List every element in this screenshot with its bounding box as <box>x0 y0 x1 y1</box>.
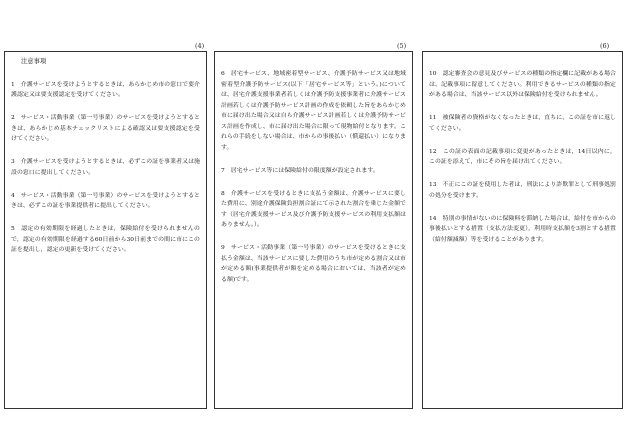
notice-panel-1 <box>4 51 207 409</box>
page-number: (6) <box>600 42 610 50</box>
page-number: (5) <box>397 42 407 50</box>
notice-item-4: 4 サービス・活動事業（第一号事業）のサービスを受けようとするときは、必ずこの証を事業提供者に提出してください。 <box>11 192 200 210</box>
notice-item-6: 6 居宅サービス、地域密着型サービス、介護予防サービス又は地域密着型介護予防サービス(以下「居宅サービス等」という。)については、居宅介護支援事業者若しくは介護予防支援事業者に介護サービス計画若しくは介護予防サービス計画の作成を依頼した旨をあらかじめ市に届け出た場合又は自ら介護サービス計画若しくは介護予防サービス計画を作成し、市に届け出た場合に限って現物給付となります。これらの手続をしない場合は、市からの事後払い（償還払い）になります。 <box>221 71 406 151</box>
notice-item-7: 7 居宅サービス等には保険給付の限度額が設定されます。 <box>221 167 379 174</box>
notice-item-5: 5 認定の有効期限を経過したときは，保険給付を受けられませんので，認定の有効期限を経過する60日前から30日前までの間に市にこの証を提出し，認定の更新を受けてください。 <box>11 226 200 254</box>
notice-item-1: 1 介護サービスを受けようとするときは、あらかじめ市の窓口で要介護認定又は要支援認定を受けてください。 <box>11 81 200 99</box>
notice-item-3: 3 介護サービスを受けようとするときは、必ずこの証を事業者又は施設の窓口に提出してください。 <box>11 159 200 176</box>
notice-panel-3 <box>422 51 623 409</box>
notice-panel-2 <box>214 51 413 409</box>
notice-item-9: 9 サービス・活動事業（第一号事業）のサービスを受けるときに支払う金額は、当該サービスに要した費用のうち市が定める割合又は市が定める額(事業提供者が額を定める場合においては、当該者が定める額)です。 <box>221 245 406 283</box>
notice-item-10: 10 認定審査会の意見及びサービスの種類の指定欄に記載がある場合は、記載事項に留意してください。利用できるサービスの種類の指定がある場合は、当該サービス以外は保険給付を受けられません。 <box>429 71 616 98</box>
notice-title: 注意事項 <box>21 58 47 65</box>
notice-item-11: 11 被保険者の資格がなくなったときは，直ちに，この証を市に返してください。 <box>429 115 616 132</box>
notice-item-8: 8 介護サービスを受けるときに支払う金額は、介護サービスに要した費用に、別途介護保険負担割合証にて示された割合を乗じた金額です（居宅介護支援サービス及び介護予防支援サービスの利用支払額はありません。）。 <box>221 190 406 228</box>
notice-item-12: 12 この証の表面の記載事項に変更があったときは，14日以内に，この証を添えて，市にその旨を届け出てください。 <box>429 148 616 165</box>
notice-item-13: 13 不正にこの証を使用した者は，刑法により詐欺罪として刑事処罰の処分を受けます。 <box>429 182 616 199</box>
page-number: (4) <box>195 42 205 50</box>
notice-item-2: 2 サービス・活動事業（第一号事業）のサービスを受けようとするときは、あらかじめ基本チェックリストによる確認又は要支援認定を受けてください。 <box>11 115 200 143</box>
notice-item-14: 14 特別の事情がないのに保険料を滞納した場合は，給付を市からの事後払いとする措置（支払方法変更），利用時支払額を3割とする措置（給付額減額）等を受けることがあります。 <box>429 215 616 243</box>
